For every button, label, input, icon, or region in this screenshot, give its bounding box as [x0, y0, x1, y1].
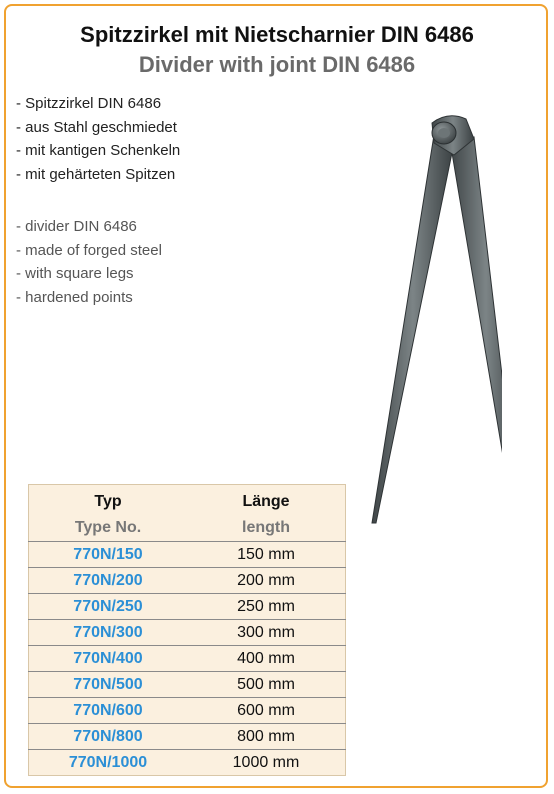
- feature-item: - Spitzzirkel DIN 6486: [16, 95, 162, 112]
- length-cell: 200 mm: [187, 568, 346, 594]
- type-cell: 770N/800: [29, 724, 188, 750]
- column-header-type: Typ: [94, 493, 122, 510]
- feature-item: - with square legs: [16, 265, 134, 282]
- table-row: [29, 568, 346, 594]
- type-cell: 770N/200: [29, 568, 188, 594]
- divider-tool-image: [362, 105, 502, 555]
- table-row: [29, 646, 346, 672]
- feature-item: - mit gehärteten Spitzen: [16, 165, 176, 183]
- table-row: [29, 594, 346, 620]
- table-row: [29, 620, 346, 646]
- table-row: [29, 698, 346, 724]
- table-row: [29, 724, 346, 750]
- length-cell: 150 mm: [187, 542, 346, 568]
- page-title-german: Spitzzirkel mit Nietscharnier DIN 6486: [80, 22, 474, 47]
- feature-item: - made of forged steel: [16, 241, 162, 259]
- length-cell: 800 mm: [187, 724, 346, 750]
- table-header-row-english: [29, 515, 346, 542]
- type-cell: 770N/150: [29, 542, 188, 568]
- feature-item: - aus Stahl geschmiedet: [16, 118, 177, 136]
- column-header-length: Länge: [242, 493, 290, 510]
- length-cell: 300 mm: [187, 620, 346, 646]
- feature-item: - hardened points: [16, 288, 133, 306]
- column-header-length-english: length: [242, 519, 290, 536]
- page-title-english: Divider with joint DIN 6486: [138, 52, 416, 77]
- feature-item: - mit kantigen Schenkeln: [16, 142, 181, 159]
- table-header-row: [29, 485, 346, 516]
- type-cell: 770N/400: [29, 646, 188, 672]
- type-cell: 770N/250: [29, 594, 188, 620]
- length-cell: 250 mm: [187, 594, 346, 620]
- length-cell: 500 mm: [187, 672, 346, 698]
- table-row: [29, 750, 346, 776]
- type-cell: 770N/1000: [29, 750, 188, 776]
- length-cell: 400 mm: [187, 646, 346, 672]
- type-cell: 770N/300: [29, 620, 188, 646]
- spec-table: [28, 484, 346, 776]
- type-cell: 770N/600: [29, 698, 188, 724]
- table-row: [29, 672, 346, 698]
- feature-list-english: [16, 215, 162, 309]
- table-row: [29, 542, 346, 568]
- feature-item: - divider DIN 6486: [16, 218, 137, 235]
- length-cell: 600 mm: [187, 698, 346, 724]
- feature-list-german: [16, 92, 180, 186]
- length-cell: 1000 mm: [187, 750, 346, 776]
- column-header-type-english: Type No.: [74, 519, 142, 536]
- type-cell: 770N/500: [29, 672, 188, 698]
